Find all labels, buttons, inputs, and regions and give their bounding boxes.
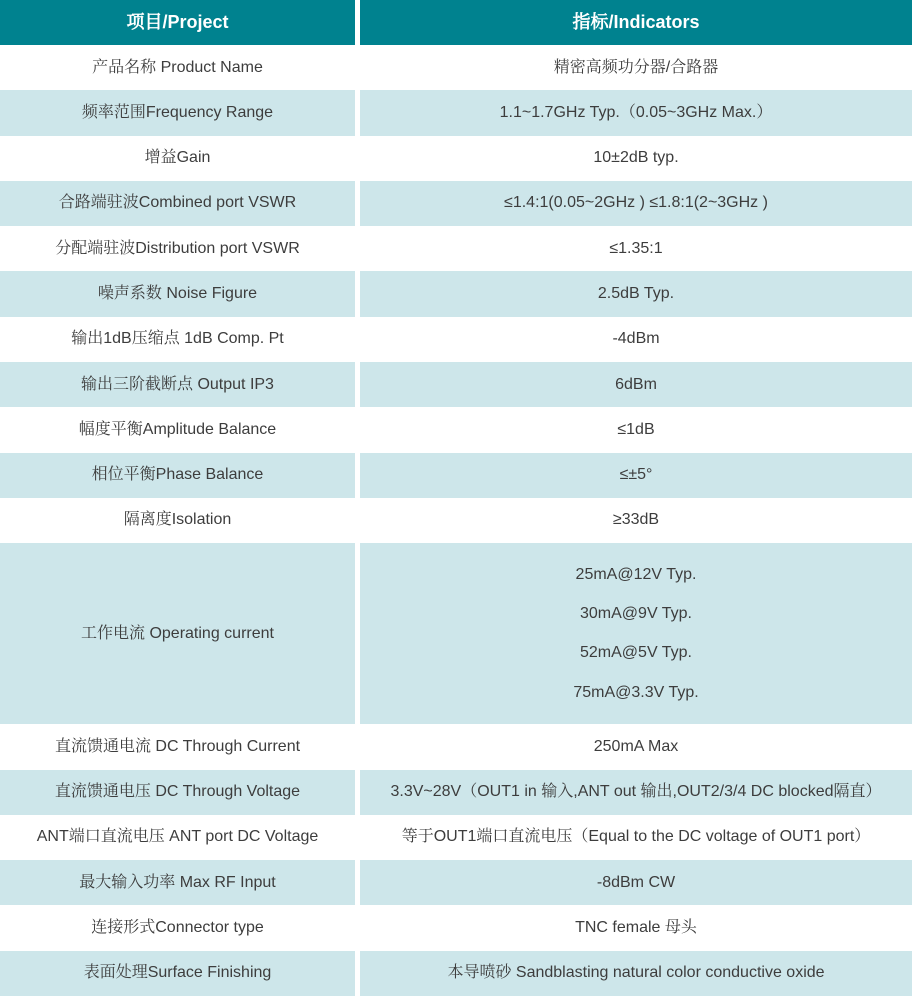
row-value [360,271,912,316]
table-row [0,453,912,498]
row-label: 隔离度Isolation [123,511,232,529]
table-row [0,362,912,407]
table-row [0,770,912,815]
row-label: 直流馈通电压 DC Through Voltage [54,783,301,801]
row-label: 产品名称 Product Name [92,58,263,76]
value-line: 250mA Max [593,737,679,755]
table-row [0,543,912,724]
row-label: 输出1dB压缩点 1dB Comp. Pt [71,330,284,348]
table-body [0,45,912,996]
row-value [360,498,912,543]
value-line: 1.1~1.7GHz Typ.（0.05~3GHz Max.） [499,103,773,121]
table-row [0,815,912,860]
table-row [0,181,912,226]
value-line: 6dBm [615,375,657,393]
row-label: 工作电流 Operating current [81,624,274,642]
value-line: ≤±5° [619,466,653,484]
table-row [0,905,912,950]
row-value [360,453,912,498]
value-line: 本导喷砂 Sandblasting natural color conductive oxide [447,964,825,982]
table-row [0,90,912,135]
table-header [0,0,912,45]
table-row [0,498,912,543]
row-value [360,860,912,905]
table-row [0,271,912,316]
value-line: 3.3V~28V（OUT1 in 输入,ANT out 输出,OUT2/3/4 DC blocked隔直） [390,783,882,801]
table-row [0,136,912,181]
row-label: ANT端口直流电压 ANT port DC Voltage [36,828,319,846]
value-line: 10±2dB typ. [593,149,679,167]
value-line: ≤1.35:1 [609,239,663,257]
row-value [360,815,912,860]
value-line: 精密高频功分器/合路器 [553,58,719,76]
row-value [360,362,912,407]
value-line: 等于OUT1端口直流电压（Equal to the DC voltage of OUT1 port） [401,828,871,846]
row-value [360,951,912,996]
table-row [0,951,912,996]
header-cell-indicators: 指标/Indicators [572,12,700,33]
row-value [360,136,912,181]
row-value [360,905,912,950]
row-label: 相位平衡Phase Balance [91,466,264,484]
value-line: 25mA@12V Typ. [575,565,697,583]
row-label: 输出三阶截断点 Output IP3 [81,375,274,393]
table-row [0,226,912,271]
row-value [360,45,912,90]
table-row [0,317,912,362]
row-value [360,181,912,226]
row-value [360,226,912,271]
value-line: ≤1dB [617,420,655,438]
row-label: 增益Gain [144,149,211,167]
value-line: 2.5dB Typ. [597,285,675,303]
value-line: ≥33dB [612,511,660,529]
row-value [360,407,912,452]
table-row [0,407,912,452]
table-row [0,724,912,769]
row-label: 合路端驻波Combined port VSWR [58,194,297,212]
row-label: 直流馈通电流 DC Through Current [54,737,301,755]
row-value [360,543,912,724]
row-label: 表面处理Surface Finishing [83,964,272,982]
value-line: 75mA@3.3V Typ. [573,683,699,701]
row-value [360,90,912,135]
row-label: 分配端驻波Distribution port VSWR [55,239,300,257]
table-row [0,860,912,905]
table-row [0,45,912,90]
value-line: -8dBm CW [596,873,676,891]
row-label: 频率范围Frequency Range [81,103,274,121]
row-label: 连接形式Connector type [91,919,264,936]
row-value [360,770,912,815]
row-label: 噪声系数 Noise Figure [97,285,258,303]
row-value [360,317,912,362]
value-line: ≤1.4:1(0.05~2GHz ) ≤1.8:1(2~3GHz ) [504,194,768,212]
value-line: 30mA@9V Typ. [580,604,692,622]
value-line: 52mA@5V Typ. [580,644,692,662]
row-label: 最大输入功率 Max RF Input [79,873,276,891]
value-line: TNC female 母头 [575,919,697,936]
header-cell-project: 项目/Project [126,12,229,33]
row-label: 幅度平衡Amplitude Balance [78,420,277,438]
row-value [360,724,912,769]
value-line: -4dBm [612,330,660,348]
